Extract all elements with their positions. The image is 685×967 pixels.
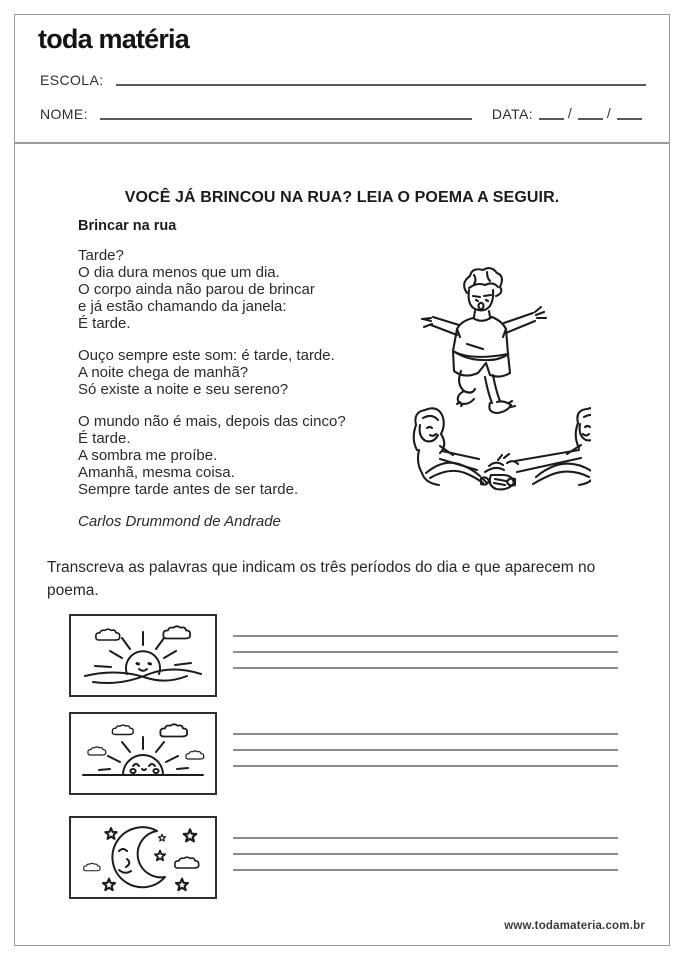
answer-line [233, 637, 618, 653]
answer-line [233, 751, 618, 767]
poem-line: Amanhã, mesma coisa. [78, 464, 235, 481]
poem-line: Só existe a noite e seu sereno? [78, 381, 289, 398]
date-label: DATA: [491, 106, 534, 122]
answer-line [233, 823, 618, 839]
poem [78, 218, 413, 530]
poem-line: O corpo ainda não parou de brincar [78, 281, 315, 298]
children-playing-illustration [403, 262, 591, 500]
poem-line: O dia dura menos que um dia. [78, 264, 280, 281]
answer-line [233, 653, 618, 669]
answer-line [233, 735, 618, 751]
date-year-blank [617, 118, 642, 120]
answer-row-morning [69, 614, 618, 697]
school-blank-line [116, 84, 647, 86]
answer-line [233, 621, 618, 637]
poem-line: É tarde. [78, 430, 131, 447]
poem-line: Ouço sempre este som: é tarde, tarde. [78, 347, 335, 364]
date-separator: / [567, 105, 573, 121]
poem-line: A sombra me proíbe. [78, 447, 218, 464]
school-field-row [40, 68, 646, 88]
name-date-field-row [40, 102, 646, 122]
period-image-box-night [69, 816, 217, 899]
answer-line [233, 719, 618, 735]
poem-line: Sempre tarde antes de ser tarde. [78, 481, 299, 498]
poem-line: É tarde. [78, 315, 131, 332]
poem-line: A noite chega de manhã? [78, 364, 249, 381]
date-month-blank [578, 118, 603, 120]
poem-line: O mundo não é mais, depois das cinco? [78, 413, 346, 430]
name-blank-line [100, 118, 472, 120]
answer-row-night [69, 816, 618, 899]
header-content-divider [14, 142, 670, 144]
website-url: www.todamateria.com.br [504, 920, 645, 932]
answer-lines-afternoon [233, 712, 618, 767]
name-label: NOME: [40, 106, 88, 122]
sunrise-smiling-sun-icon [77, 621, 209, 691]
night-crescent-moon-stars-icon [77, 823, 209, 893]
toda-materia-logo: toda matéria [38, 24, 189, 54]
poem-title: Brincar na rua [78, 218, 177, 234]
period-image-box-morning [69, 614, 217, 697]
worksheet-title: VOCÊ JÁ BRINCOU NA RUA? LEIA O POEMA A SEGUIR. [124, 189, 560, 206]
exercise-instruction: Transcreva as palavras que indicam os três períodos do dia e que aparecem no poema. [47, 559, 596, 599]
date-day-blank [539, 118, 564, 120]
poem-stanza-3 [78, 413, 413, 498]
poem-line: Tarde? [78, 247, 124, 264]
poem-author: Carlos Drummond de Andrade [78, 513, 281, 530]
answer-line [233, 839, 618, 855]
poem-stanza-2 [78, 347, 413, 398]
poem-stanza-1 [78, 247, 413, 332]
answer-lines-night [233, 816, 618, 871]
children-jumping-game-drawing [403, 262, 591, 500]
poem-line: e já estão chamando da janela: [78, 298, 287, 315]
answer-lines-morning [233, 614, 618, 669]
answer-line [233, 855, 618, 871]
answer-row-afternoon [69, 712, 618, 795]
period-image-box-afternoon [69, 712, 217, 795]
school-label: ESCOLA: [40, 72, 104, 88]
sunset-sleepy-sun-icon [77, 719, 209, 789]
date-separator: / [606, 105, 612, 121]
